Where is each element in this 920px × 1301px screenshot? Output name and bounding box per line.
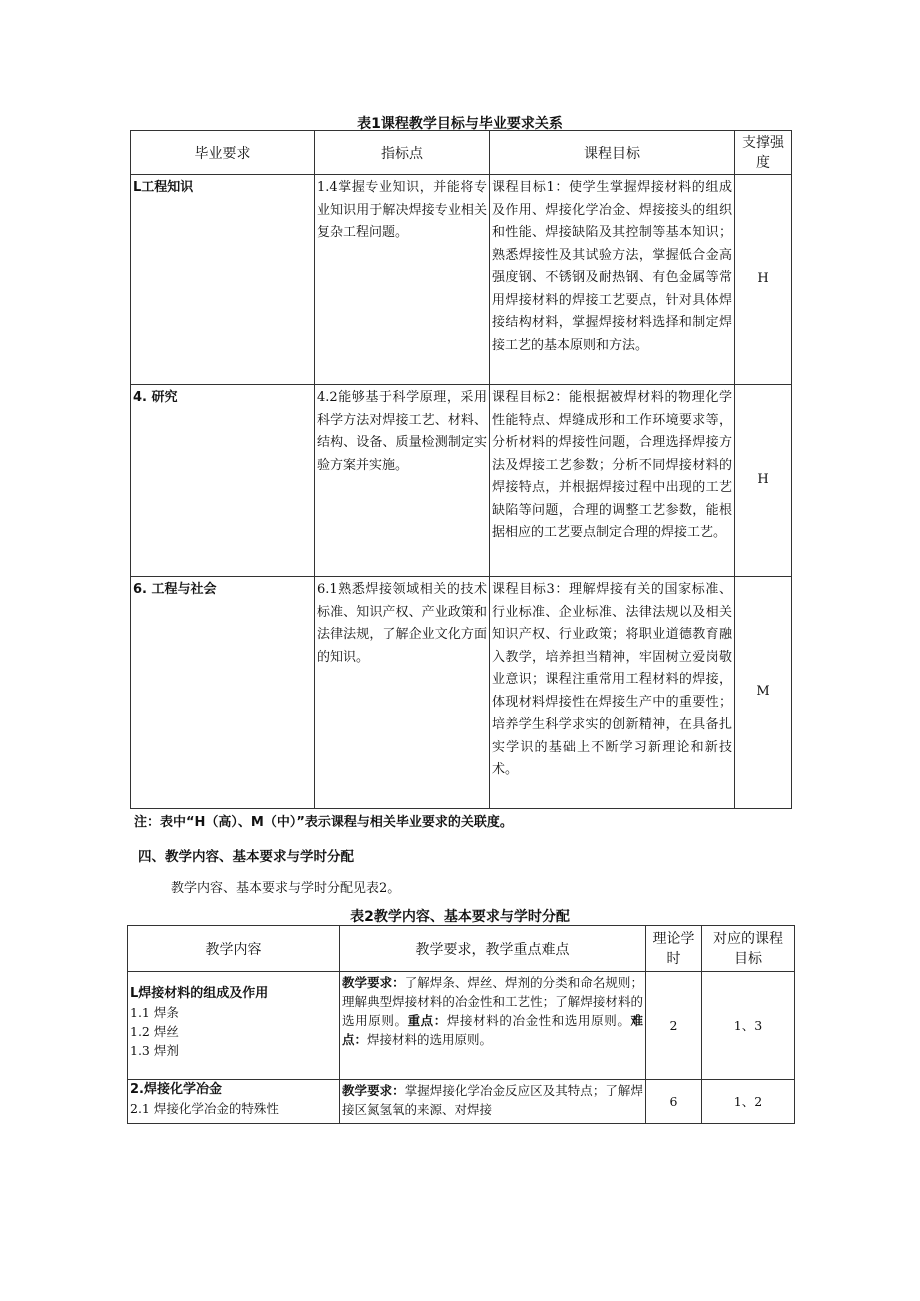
- table1-requirement: 4. 研究: [131, 385, 315, 577]
- table2-header-content: 教学内容: [128, 926, 340, 972]
- table2-requirements-cell: [340, 1080, 646, 1124]
- table2-header-row: [128, 926, 795, 972]
- req-label: 教学要求：: [342, 975, 405, 990]
- table2: [127, 925, 795, 1124]
- table2-requirements-cell: [340, 972, 646, 1080]
- table1: [130, 130, 792, 809]
- req-text: 了解焊条、焊丝、焊剂的分类和命名规则；理解典型焊接材料的冶金性和工艺性；了解焊接材料的选用原则。: [342, 975, 643, 1028]
- table1-header-level: 支撑强度: [735, 131, 792, 175]
- table-row: [128, 972, 795, 1080]
- table1-header-requirement: 毕业要求: [131, 131, 315, 175]
- section-text: 教学内容、基本要求与学时分配见表2。: [171, 881, 401, 896]
- table1-indicator: 4.2能够基于科学原理，采用科学方法对焊接工艺、材料、结构、设备、质量检测制定实验方案并实施。: [315, 385, 490, 577]
- table1-level: M: [735, 577, 792, 809]
- table2-targets: 1、2: [702, 1080, 795, 1124]
- table1-level: H: [735, 175, 792, 385]
- key-text: 焊接材料的冶金性和选用原则。: [446, 1013, 631, 1028]
- table-row: [131, 385, 792, 577]
- key-label: 重点：: [407, 1013, 447, 1028]
- table-row: [131, 175, 792, 385]
- table1-header-indicator: 指标点: [315, 131, 490, 175]
- table1-indicator: 1.4掌握专业知识，并能将专业知识用于解决焊接专业相关复杂工程问题。: [315, 175, 490, 385]
- table-row: [131, 577, 792, 809]
- table1-header-objective: 课程目标: [490, 131, 735, 175]
- table-row: [128, 1080, 795, 1124]
- table2-content-item: 1.2 焊丝: [130, 1024, 179, 1039]
- table1-caption: 表1课程教学目标与毕业要求关系: [357, 116, 563, 132]
- table2-hours: 2: [646, 972, 702, 1080]
- difficulty-label: 难点：: [342, 1013, 643, 1047]
- table2-content-item: 1.3 焊剂: [130, 1043, 179, 1058]
- table2-content-item: 2.1 焊接化学冶金的特殊性: [130, 1101, 279, 1116]
- table2-content-cell: [128, 1080, 340, 1124]
- table1-note: 注：表中“H（高）、M（中）”表示课程与相关毕业要求的关联度。: [134, 815, 513, 830]
- table1-objective: 课程目标2：能根据被焊材料的物理化学性能特点、焊缝成形和工作环境要求等，分析材料的焊接性问题，合理选择焊接方法及焊接工艺参数；分析不同焊接材料的焊接特点，并根据焊接过程中出现的工艺缺陷等问题，合理的调整工艺参数，能根据相应的工艺要点制定合理的焊接工艺。: [490, 385, 735, 577]
- table2-targets: 1、3: [702, 972, 795, 1080]
- table2-header-requirements: 教学要求，教学重点难点: [340, 926, 646, 972]
- table1-level: H: [735, 385, 792, 577]
- table2-content-cell: [128, 972, 340, 1080]
- req-text: 掌握焊接化学冶金反应区及其特点；了解焊接区氮氢氧的来源、对焊接: [342, 1083, 643, 1117]
- table2-header-hours: 理论学时: [646, 926, 702, 972]
- difficulty-text: 焊接材料的选用原则。: [367, 1032, 493, 1047]
- table1-objective: 课程目标1：使学生掌握焊接材料的组成及作用、焊接化学冶金、焊接接头的组织和性能、焊接缺陷及其控制等基本知识；熟悉焊接性及其试验方法，掌握低合金高强度钢、不锈钢及耐热钢、有色金属等常用焊接材料的焊接工艺要点，针对具体焊接结构材料，掌握焊接材料选择和制定焊接工艺的基本原则和方法。: [490, 175, 735, 385]
- table2-caption: 表2教学内容、基本要求与学时分配: [350, 909, 570, 925]
- table1-requirement: 6. 工程与社会: [131, 577, 315, 809]
- table2-content-title: 2.焊接化学冶金: [130, 1082, 222, 1097]
- table2-hours: 6: [646, 1080, 702, 1124]
- table1-objective: 课程目标3：理解焊接有关的国家标准、行业标准、企业标准、法律法规以及相关知识产权、行业政策；将职业道德教育融入教学，培养担当精神，牢固树立爱岗敬业意识；课程注重常用工程材料的焊接，体现材料焊接性在焊接生产中的重要性；培养学生科学求实的创新精神，在具备扎实学识的基础上不断学习新理论和新技术。: [490, 577, 735, 809]
- section-heading: 四、教学内容、基本要求与学时分配: [138, 849, 354, 865]
- table2-content-title: L焊接材料的组成及作用: [130, 986, 269, 1001]
- req-label: 教学要求：: [342, 1083, 405, 1098]
- table2-header-targets: 对应的课程目标: [702, 926, 795, 972]
- table2-content-item: 1.1 焊条: [130, 1005, 179, 1020]
- table1-indicator: 6.1熟悉焊接领域相关的技术标准、知识产权、产业政策和法律法规，了解企业文化方面的知识。: [315, 577, 490, 809]
- table1-header-row: [131, 131, 792, 175]
- table1-requirement: L工程知识: [131, 175, 315, 385]
